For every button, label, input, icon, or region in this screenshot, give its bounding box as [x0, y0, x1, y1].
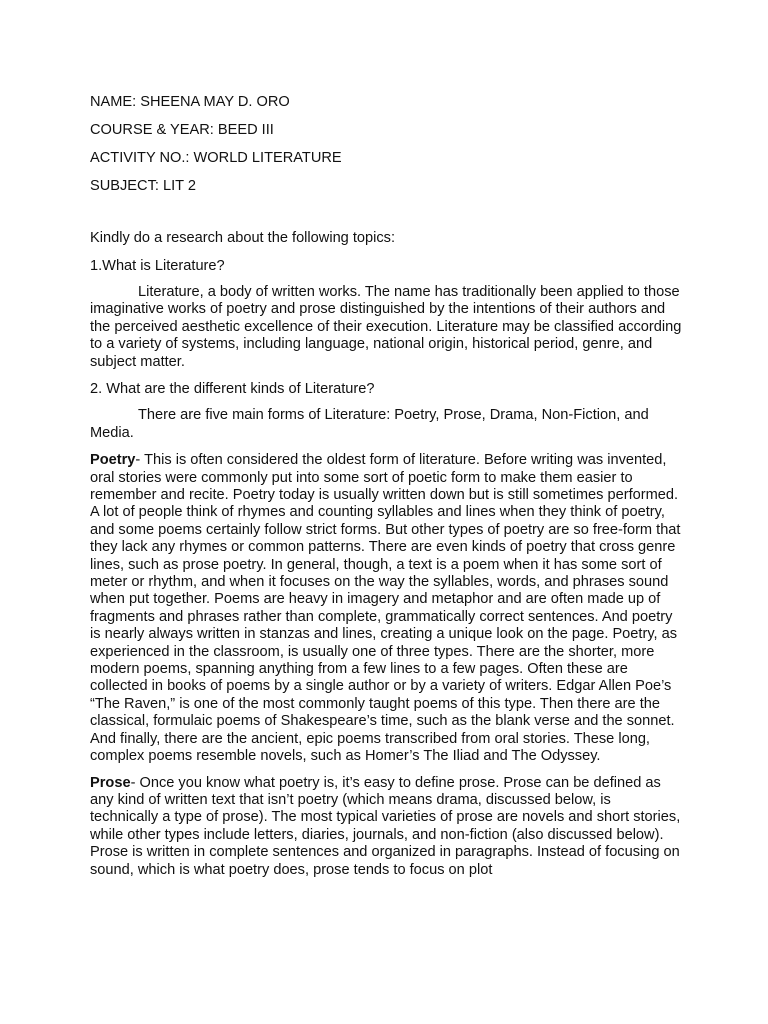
prose-paragraph — [90, 775, 682, 879]
subject: SUBJECT: LIT 2 — [90, 177, 196, 194]
student-name: NAME: SHEENA MAY D. ORO — [90, 94, 290, 110]
intro-instruction: Kindly do a research about the following topics: — [90, 230, 396, 247]
poetry-paragraph — [90, 452, 682, 765]
prose-term: Prose — [90, 774, 131, 791]
answer-1: Literature, a body of written works. The name has traditionally been applied to those imaginative works of poetry and prose distinguished by the intentions of their authors and the perceived aesthetic excellence of their execution. Literature may be classified according to a variety of systems, including language, national origin, historical period, genre, and subject matter. — [90, 283, 682, 370]
activity-number: ACTIVITY NO.: WORLD LITERATURE — [90, 149, 342, 166]
question-1: 1.What is Literature? — [90, 257, 225, 274]
question-2: 2. What are the different kinds of Literature? — [90, 380, 375, 397]
answer-2: There are five main forms of Literature: Poetry, Prose, Drama, Non-Fiction, and Media. — [90, 407, 649, 441]
course-year: COURSE & YEAR: BEED III — [90, 121, 274, 138]
prose-text: - Once you know what poetry is, it’s easy to define prose. Prose can be defined as any kind of written text that isn’t poetry (which means drama, discussed below, is technically a type of prose). The most typical varieties of prose are novels and short stories, while other types include letters, diaries, journals, and non-fiction (also discussed below). Prose is written in complete sentences and organized in paragraphs. Instead of focusing on sound, which is what poetry does, prose tends to focus on plot — [90, 774, 681, 878]
poetry-text: - This is often considered the oldest form of literature. Before writing was invented, oral stories were commonly put into some sort of poetic form to make them easier to remember and recite. Poetry today is usually written down but is still sometimes performed. A lot of people think of rhymes and counting syllables and lines when they think of poetry, and some poems certainly follow strict forms. But other types of poetry are so free-form that they lack any rhymes or common patterns. There are even kinds of poetry that cross genre lines, such as prose poetry. In general, though, a text is a poem when it has some sort of meter or rhythm, and when it focuses on the way the syllables, words, and phrases sound when put together. Poems are heavy in imagery and metaphor and are often made up of fragments and phrases rather than complete, grammatically correct sentences. And poetry is nearly always written in stanzas and lines, creating a unique look on the page. Poetry, as experienced in the classroom, is usually one of three types. There are the shorter, more modern poems, spanning anything from a few lines to a few pages. Often these are collected in books of poems by a single author or by a variety of writers. Edgar Allen Poe’s “The Raven,” is one of the most commonly taught poems of this type. Then there are the classical, formulaic poems of Shakespeare’s time, such as the blank verse and the sonnet. And finally, there are the ancient, epic poems transcribed from oral stories. These long, complex poems resemble novels, such as Homer’s The Iliad and The Odyssey. — [90, 452, 681, 765]
poetry-term: Poetry — [90, 452, 136, 469]
